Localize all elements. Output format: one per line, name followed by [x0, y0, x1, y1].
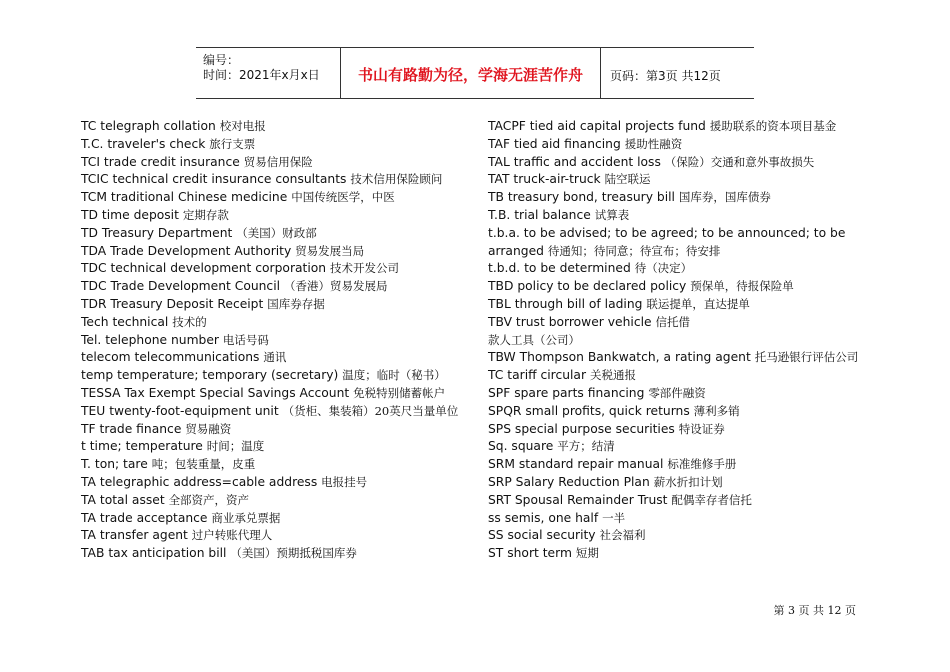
- entry-definition: 待通知；待同意；待宣布；待安排: [547, 243, 721, 258]
- glossary-entry: [81, 349, 481, 367]
- glossary-entry: [488, 225, 848, 243]
- entry-definition: 援助联系的资本项目基金: [709, 119, 837, 133]
- entry-definition: 免税特别储蓄帐户: [353, 385, 446, 400]
- entry-definition: 电话号码: [222, 332, 269, 347]
- glossary-entry: [81, 171, 481, 189]
- entry-term: TDC technical development corporation: [81, 261, 327, 276]
- entry-definition: 温度；临时（秘书）: [342, 368, 446, 383]
- entry-definition: 旅行支票: [209, 136, 256, 151]
- entry-definition: （美国）预期抵税国库券: [230, 546, 357, 561]
- glossary-entry: [81, 243, 481, 261]
- entry-term: arranged: [488, 243, 544, 258]
- glossary-entry: [488, 332, 848, 350]
- glossary-entry: [81, 510, 481, 528]
- entry-definition: 商业承兑票据: [211, 510, 281, 525]
- entry-definition: （货柜、集装箱）20英尺当量单位: [282, 403, 459, 418]
- glossary-entry: [81, 278, 481, 296]
- entry-term: SPQR small profits, quick returns: [488, 403, 690, 418]
- header-info-cell: [196, 48, 340, 98]
- entry-definition: 托马逊银行评估公司: [754, 350, 859, 365]
- glossary-entry: [81, 136, 481, 154]
- entry-term: TA transfer agent: [81, 528, 188, 543]
- entry-term: ss semis, one half: [488, 510, 599, 525]
- entry-term: telecom telecommunications: [81, 350, 260, 365]
- entry-definition: 试算表: [594, 207, 630, 222]
- glossary-entry: [81, 225, 481, 243]
- header-motto: 书山有路勤为径，学海无涯苦作舟: [357, 66, 583, 84]
- entry-term: T. ton; tare: [81, 457, 148, 472]
- entry-definition: 待（决定）: [634, 261, 693, 276]
- entry-term: TAB tax anticipation bill: [81, 546, 227, 561]
- glossary-entry: [488, 189, 848, 207]
- entry-definition: 贸易信用保险: [243, 154, 313, 169]
- glossary-entry: [488, 243, 848, 261]
- entry-term: TACPF tied aid capital projects fund: [488, 119, 706, 133]
- entry-definition: 技术开发公司: [330, 261, 400, 276]
- entry-term: TCIC technical credit insurance consultants: [81, 172, 347, 187]
- entry-definition: 预保单，待报保险单: [690, 279, 794, 294]
- entry-definition: 配偶幸存者信托: [671, 492, 752, 507]
- entry-definition: 贸易发展当局: [295, 243, 365, 258]
- entry-definition: 短期: [575, 546, 599, 561]
- entry-term: t time; temperature: [81, 439, 203, 454]
- entry-term: TEU twenty-foot-equipment unit: [81, 403, 279, 418]
- glossary-entry: [81, 154, 481, 172]
- entry-definition: 信托借: [655, 314, 690, 329]
- glossary-entry: [81, 385, 481, 403]
- entry-definition: 电报挂号: [321, 474, 368, 489]
- entry-term: SS social security: [488, 528, 596, 543]
- entry-term: TCM traditional Chinese medicine: [81, 190, 288, 205]
- entry-definition: 中国传统医学，中医: [291, 190, 395, 205]
- entry-term: SRP Salary Reduction Plan: [488, 474, 650, 489]
- glossary-entry: [81, 207, 481, 225]
- glossary-entry: [488, 527, 848, 545]
- glossary-entry: [81, 545, 481, 563]
- glossary-entry: [81, 492, 481, 510]
- glossary-right-column: [488, 118, 859, 563]
- entry-definition: 贸易融资: [185, 421, 232, 436]
- entry-term: T.B. trial balance: [488, 207, 591, 222]
- glossary-entry: [81, 403, 481, 421]
- entry-term: TDA Trade Development Authority: [81, 243, 292, 258]
- glossary-entry: [488, 367, 848, 385]
- entry-definition: 联运提单，直达提单: [646, 296, 750, 311]
- header-page-cell: [600, 48, 754, 98]
- glossary-entry: [488, 136, 848, 154]
- header-page-code: 页码：第3页 共12页: [610, 69, 721, 83]
- glossary-entry: [488, 456, 848, 474]
- glossary-entry: [81, 527, 481, 545]
- entry-definition: （保险）交通和意外事故损失: [664, 154, 815, 169]
- glossary-entry: [81, 456, 481, 474]
- entry-term: TCI trade credit insurance: [81, 154, 240, 169]
- glossary-entry: [488, 510, 848, 528]
- entry-term: TF trade finance: [81, 421, 182, 436]
- glossary-entry: [488, 421, 848, 439]
- glossary-entry: [81, 118, 481, 136]
- glossary-entry: [81, 367, 481, 385]
- entry-term: Sq. square: [488, 439, 554, 454]
- entry-term: TBL through bill of lading: [488, 296, 643, 311]
- entry-term: TDC Trade Development Council: [81, 279, 281, 294]
- entry-definition: 国库券存据: [267, 296, 325, 311]
- entry-term: ST short term: [488, 546, 572, 561]
- entry-term: Tel. telephone number: [81, 332, 219, 347]
- page-footer: 第 3 页 共 12 页: [773, 604, 856, 617]
- entry-definition: 薄利多销: [693, 403, 740, 418]
- glossary-entry: [488, 154, 848, 172]
- entry-term: TA trade acceptance: [81, 510, 208, 525]
- entry-definition: 全部资产，资产: [168, 492, 250, 507]
- entry-term: Tech technical: [81, 314, 169, 329]
- glossary-entry: [488, 278, 848, 296]
- document-number: 编号：: [203, 53, 240, 67]
- page-header: [196, 47, 754, 99]
- entry-definition: 援助性融资: [624, 136, 683, 151]
- entry-term: TAL traffic and accident loss: [488, 154, 661, 169]
- glossary-entry: [81, 189, 481, 207]
- entry-definition: 吨；包装重量，皮重: [151, 457, 256, 472]
- entry-definition: 技术的: [172, 314, 207, 329]
- entry-term: TB treasury bond, treasury bill: [488, 190, 675, 205]
- entry-definition: 时间；温度: [206, 439, 265, 454]
- entry-definition: 一半: [602, 510, 626, 525]
- entry-definition: 特设证券: [678, 421, 725, 436]
- glossary-left-column: [81, 118, 481, 563]
- entry-term: TD time deposit: [81, 207, 179, 222]
- entry-definition: 款人工具（公司）: [488, 332, 580, 347]
- entry-term: SPF spare parts financing: [488, 385, 645, 400]
- entry-definition: 校对电报: [219, 119, 266, 133]
- glossary-entry: [81, 314, 481, 332]
- entry-definition: （香港）贸易发展局: [283, 279, 388, 294]
- entry-term: TC tariff circular: [488, 368, 587, 383]
- glossary-entry: [488, 474, 848, 492]
- glossary-entry: [488, 349, 859, 367]
- entry-term: TBW Thompson Bankwatch, a rating agent: [488, 350, 751, 365]
- glossary-entry: [488, 171, 848, 189]
- glossary-entry: [488, 545, 848, 563]
- entry-term: TA total asset: [81, 492, 165, 507]
- entry-term: TBD policy to be declared policy: [488, 279, 687, 294]
- glossary-entry: [81, 296, 481, 314]
- glossary-entry: [81, 474, 481, 492]
- document-date: 时间：2021年x月x日: [203, 68, 320, 82]
- glossary-entry: [488, 385, 848, 403]
- entry-term: TD Treasury Department: [81, 225, 233, 240]
- entry-term: SPS special purpose securities: [488, 421, 675, 436]
- glossary-entry: [488, 260, 848, 278]
- glossary-entry: [81, 438, 481, 456]
- entry-definition: 通讯: [263, 350, 287, 365]
- entry-definition: 过户转账代理人: [191, 528, 273, 543]
- entry-term: TA telegraphic address=cable address: [81, 474, 318, 489]
- entry-definition: 薪水折扣计划: [653, 474, 723, 489]
- entry-term: SRT Spousal Remainder Trust: [488, 492, 668, 507]
- glossary-entry: [488, 314, 848, 332]
- entry-definition: 关税通报: [589, 368, 636, 383]
- entry-definition: 技术信用保险顾问: [350, 172, 443, 187]
- entry-term: TC telegraph collation: [81, 119, 216, 133]
- glossary-entry: [488, 403, 848, 421]
- entry-definition: （美国）财政部: [236, 225, 317, 240]
- glossary-entry: [81, 260, 481, 278]
- entry-term: TDR Treasury Deposit Receipt: [81, 296, 264, 311]
- glossary-entry: [488, 118, 848, 136]
- glossary-entry: [488, 207, 848, 225]
- glossary-entry: [488, 438, 848, 456]
- entry-term: TESSA Tax Exempt Special Savings Account: [81, 385, 350, 400]
- entry-definition: 零部件融资: [648, 385, 706, 400]
- entry-definition: 标准维修手册: [667, 457, 737, 472]
- entry-term: T.C. traveler's check: [81, 136, 206, 151]
- entry-term: SRM standard repair manual: [488, 457, 664, 472]
- glossary-entry: [81, 421, 481, 439]
- header-motto-cell: [340, 48, 601, 98]
- entry-term: TBV trust borrower vehicle: [488, 314, 652, 329]
- entry-definition: 陆空联运: [604, 172, 651, 187]
- glossary-entry: [488, 296, 848, 314]
- entry-definition: 国库券，国库债券: [678, 190, 771, 205]
- entry-term: t.b.a. to be advised; to be agreed; to be announced; to be: [488, 225, 846, 240]
- entry-term: TAT truck-air-truck: [488, 172, 601, 187]
- entry-term: TAF tied aid financing: [488, 136, 621, 151]
- entry-term: temp temperature; temporary (secretary): [81, 368, 339, 383]
- entry-definition: 社会福利: [599, 528, 646, 543]
- entry-definition: 定期存款: [182, 207, 229, 222]
- entry-term: t.b.d. to be determined: [488, 261, 631, 276]
- entry-definition: 平方；结清: [557, 439, 615, 454]
- glossary-entry: [81, 332, 481, 350]
- glossary-entry: [488, 492, 848, 510]
